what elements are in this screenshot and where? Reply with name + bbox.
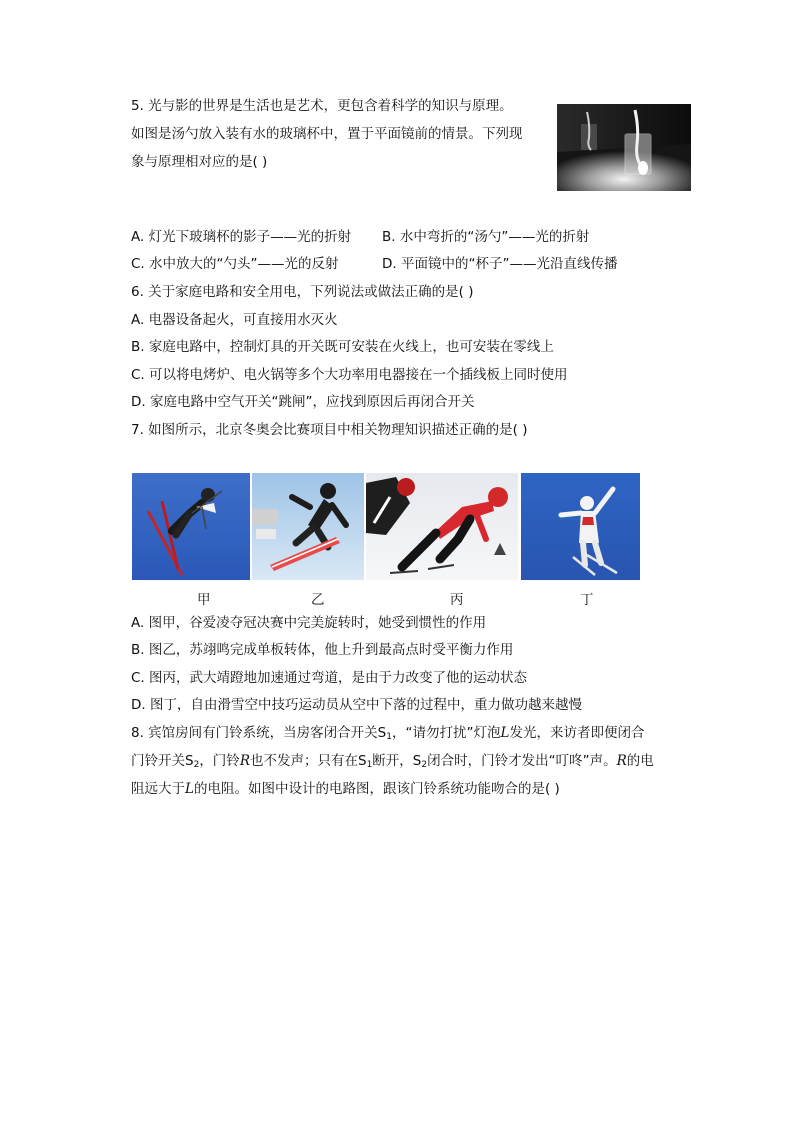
var-L: L (500, 725, 510, 741)
q6-option-a[interactable]: A. 电器设备起火，可直接用水灭火 (131, 312, 338, 328)
q5-stem-line1: 5. 光与影的世界是生活也是艺术，更包含着科学的知识与原理。 (131, 98, 513, 114)
spoon-in-glass-photo (557, 104, 691, 191)
q6-option-b[interactable]: B. 家庭电路中，控制灯具的开关既可安装在火线上，也可安装在零线上 (131, 339, 554, 355)
photo-bing-skaters (366, 473, 518, 580)
photo-ding-aerial-skier (521, 473, 640, 580)
q7-option-b[interactable]: B. 图乙，苏翊鸣完成单板转体，他上升到最高点时受平衡力作用 (131, 642, 514, 658)
caption-bing: 丙 (450, 592, 464, 608)
q8-stem-line3: 阻远大于L的电阻。如图中设计的电路图，跟该门铃系统功能吻合的是( ) (131, 781, 560, 797)
q5-stem-line3: 象与原理相对应的是( ) (131, 154, 268, 170)
q5-option-b[interactable]: B. 水中弯折的“汤勺”——光的折射 (382, 229, 590, 245)
caption-jia: 甲 (197, 592, 211, 608)
photo-yi-snowboarder (252, 473, 364, 580)
q6-stem: 6. 关于家庭电路和安全用电，下列说法或做法正确的是( ) (131, 284, 474, 300)
var-R: R (239, 753, 250, 769)
var-L-2: L (185, 781, 194, 797)
q7-option-a[interactable]: A. 图甲，谷爱凌夺冠决赛中完美旋转时，她受到惯性的作用 (131, 615, 487, 631)
q7-option-c[interactable]: C. 图丙，武大靖蹬地加速通过弯道，是由于力改变了他的运动状态 (131, 670, 528, 686)
q5-option-c[interactable]: C. 水中放大的“勺头”——光的反射 (131, 256, 339, 272)
q6-option-c[interactable]: C. 可以将电烤炉、电火锅等多个大功率用电器接在一个插线板上同时使用 (131, 367, 568, 383)
photo-jia-skier (132, 473, 250, 580)
q6-option-d[interactable]: D. 家庭电路中空气开关“跳闸”，应找到原因后再闭合开关 (131, 394, 475, 410)
var-R-2: R (616, 753, 627, 769)
q5-options-row2 (131, 255, 617, 273)
q8-stem-line2: 门铃开关$S_2$，门铃R也不发声；只有在$S_1$断开，$S_2$闭合时，门铃才发出“叮咚”声。R的电 (131, 753, 654, 770)
q5-stem-line2: 如图是汤勺放入装有水的玻璃杯中，置于平面镜前的情景。下列现 (131, 126, 523, 142)
q7-stem: 7. 如图所示，北京冬奥会比赛项目中相关物理知识描述正确的是( ) (131, 422, 528, 438)
q7-option-d[interactable]: D. 图丁，自由滑雪空中技巧运动员从空中下落的过程中，重力做功越来越慢 (131, 697, 582, 713)
q5-option-a[interactable]: A. 灯光下玻璃杯的影子——光的折射 (131, 229, 352, 245)
q8-stem-line1: 8. 宾馆房间有门铃系统，当房客闭合开关$S_1$，“请勿打扰”灯泡L发光，来访者即便闭合 (131, 725, 645, 742)
q5-options-row1 (131, 228, 589, 246)
q5-option-d[interactable]: D. 平面镜中的“杯子”——光沿直线传播 (382, 256, 618, 272)
caption-ding: 丁 (580, 592, 594, 608)
caption-yi: 乙 (311, 592, 325, 608)
